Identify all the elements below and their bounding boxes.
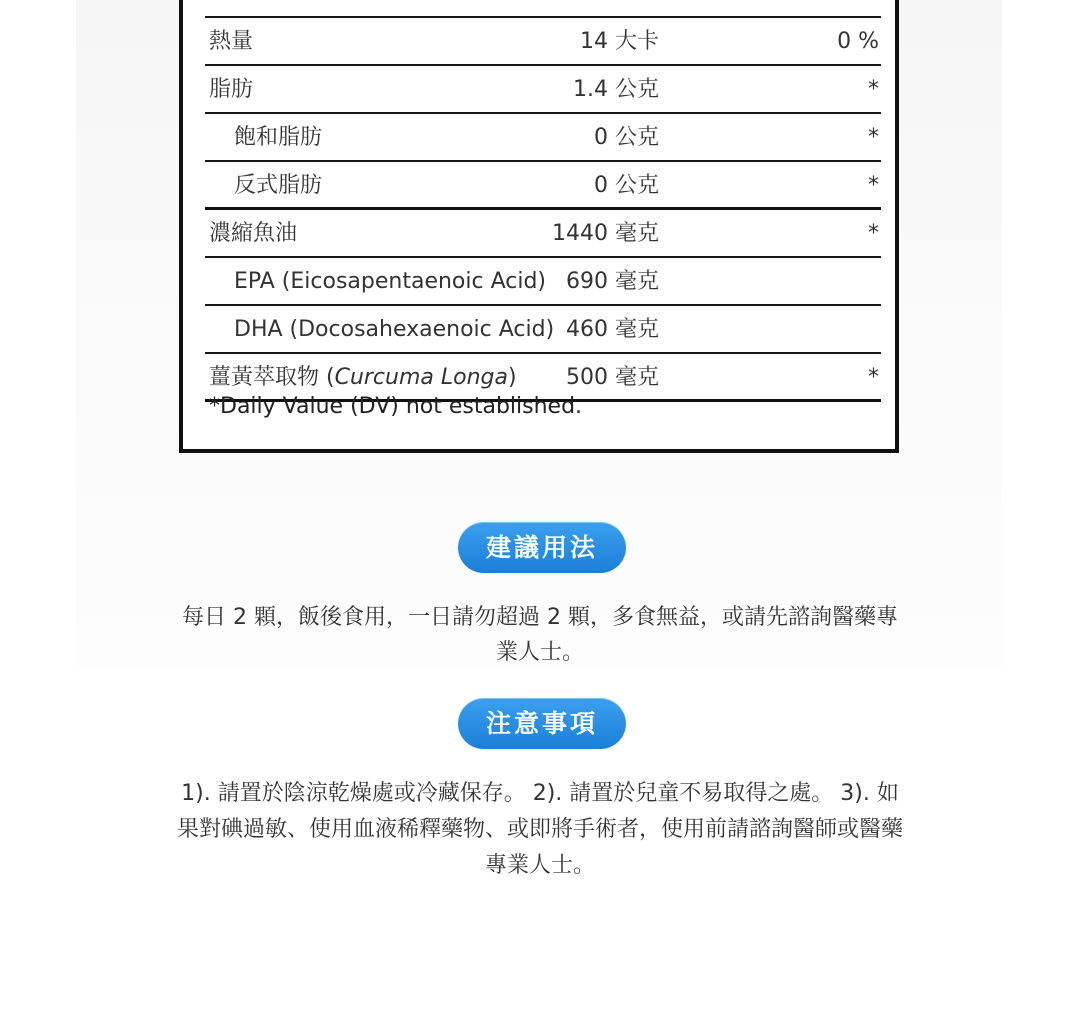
nutrient-name: 熱量 <box>209 29 254 54</box>
nutrient-dv: * <box>868 221 879 246</box>
usage-text: 每日 2 顆，飯後食用，一日請勿超過 2 顆，多食無益，或請先諮詢醫藥專業人士。 <box>182 605 898 665</box>
nutrient-name: 反式脂肪 <box>234 173 323 198</box>
supplement-facts-box <box>179 0 899 453</box>
facts-row-trans-fat <box>205 162 881 210</box>
facts-row-dha <box>205 306 881 354</box>
nutrient-amount: 460 毫克 <box>566 317 659 342</box>
nutrient-amount: 1440 毫克 <box>552 221 659 246</box>
nutrient-amount: 690 毫克 <box>566 269 659 294</box>
nutrient-amount: 1.4 公克 <box>573 77 659 102</box>
nutrient-amount: 0 公克 <box>594 173 659 198</box>
nutrient-amount: 500 毫克 <box>566 365 659 390</box>
facts-row-calories <box>205 18 881 66</box>
notice-heading-badge: 注意事項 <box>458 698 626 749</box>
nutrient-dv: 0 % <box>837 29 879 54</box>
facts-row-saturated-fat <box>205 114 881 162</box>
nutrient-name: 濃縮魚油 <box>209 221 298 246</box>
nutrient-name: 脂肪 <box>209 77 254 102</box>
facts-row-fish-oil <box>205 210 881 258</box>
usage-heading-badge: 建議用法 <box>458 522 626 573</box>
nutrient-dv: * <box>868 365 879 390</box>
facts-row-epa <box>205 258 881 306</box>
nutrient-amount: 14 大卡 <box>580 29 659 54</box>
facts-footnote: *Daily Value (DV) not established. <box>209 394 583 419</box>
nutrient-name-prefix: 薑黃萃取物 ( <box>209 365 335 390</box>
nutrient-amount: 0 公克 <box>594 125 659 150</box>
supplement-facts-table <box>205 0 881 402</box>
facts-row-fat <box>205 66 881 114</box>
nutrient-dv: * <box>868 173 879 198</box>
nutrient-dv: * <box>868 77 879 102</box>
nutrient-name: DHA (Docosahexaenoic Acid) <box>234 317 555 342</box>
nutrient-name-suffix: ) <box>507 365 517 390</box>
notice-text: 1). 請置於陰涼乾燥處或冷藏保存。 2). 請置於兒童不易取得之處。 3). 如果對碘過敏、使用血液稀釋藥物、或即將手術者，使用前請諮詢醫師或醫藥專業人士。 <box>176 781 903 878</box>
nutrient-name: 飽和脂肪 <box>234 125 323 150</box>
nutrient-name-latin: Curcuma Longa <box>334 365 508 390</box>
nutrient-name: EPA (Eicosapentaenoic Acid) <box>234 269 547 294</box>
facts-header-row <box>205 0 881 18</box>
nutrient-dv: * <box>868 125 879 150</box>
